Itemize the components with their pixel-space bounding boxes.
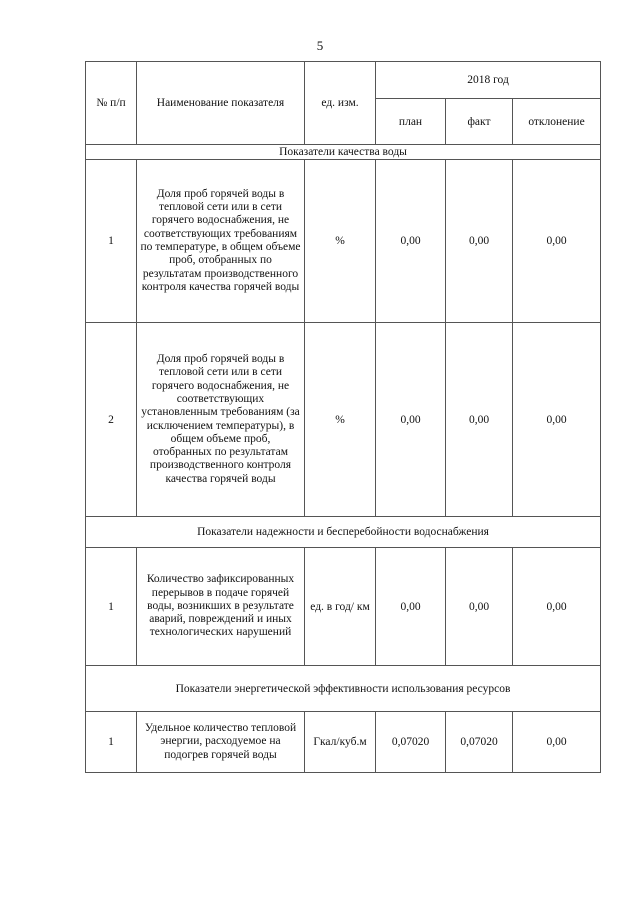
- table-row: [86, 160, 601, 323]
- row-num: 1: [86, 548, 137, 666]
- row-unit: ед. в год/ км: [305, 548, 376, 666]
- header-plan: план: [376, 99, 446, 145]
- header-unit: ед. изм.: [305, 62, 376, 145]
- row-unit: %: [305, 323, 376, 517]
- page-number: 5: [316, 38, 324, 53]
- row-num: 1: [86, 712, 137, 773]
- section-row: [86, 517, 601, 548]
- row-plan: 0,00: [376, 323, 446, 517]
- row-plan: 0,00: [376, 160, 446, 323]
- table-row: [86, 323, 601, 517]
- row-name: Удельное количество тепловой энергии, расходуемое на подогрев горячей воды: [137, 712, 305, 773]
- row-plan: 0,07020: [376, 712, 446, 773]
- row-num: 2: [86, 323, 137, 517]
- header-fact: факт: [446, 99, 513, 145]
- section-row: [86, 145, 601, 160]
- row-fact: 0,00: [446, 323, 513, 517]
- section-title: Показатели надежности и бесперебойности водоснабжения: [86, 517, 601, 548]
- row-fact: 0,00: [446, 548, 513, 666]
- row-unit: %: [305, 160, 376, 323]
- row-name: Доля проб горячей воды в тепловой сети или в сети горячего водоснабжения, не соответствующих установленным требованиям (за исключением температуры), в общем объеме проб, отобранных по результатам производственного контроля качества горячей воды: [137, 323, 305, 517]
- section-row: [86, 666, 601, 712]
- row-num: 1: [86, 160, 137, 323]
- row-name: Доля проб горячей воды в тепловой сети или в сети горячего водоснабжения, не соответствующих требованиям по температуре, в общем объеме проб, отобранных по результатам производственного контроля качества горячей воды: [137, 160, 305, 323]
- header-deviation: отклонение: [513, 99, 601, 145]
- row-unit: Гкал/куб.м: [305, 712, 376, 773]
- row-fact: 0,07020: [446, 712, 513, 773]
- table-row: [86, 548, 601, 666]
- header-name: Наименование показателя: [137, 62, 305, 145]
- row-deviation: 0,00: [513, 160, 601, 323]
- section-title: Показатели энергетической эффективности использования ресурсов: [86, 666, 601, 712]
- section-title: Показатели качества воды: [86, 145, 601, 160]
- indicators-table: [85, 61, 601, 773]
- row-plan: 0,00: [376, 548, 446, 666]
- header-num: № п/п: [86, 62, 137, 145]
- row-name: Количество зафиксированных перерывов в подаче горячей воды, возникших в результате аварий, повреждений и иных технологических нарушений: [137, 548, 305, 666]
- row-fact: 0,00: [446, 160, 513, 323]
- row-deviation: 0,00: [513, 548, 601, 666]
- header-year: 2018 год: [376, 62, 601, 99]
- header-row-top: [86, 62, 601, 99]
- row-deviation: 0,00: [513, 712, 601, 773]
- row-deviation: 0,00: [513, 323, 601, 517]
- table-row: [86, 712, 601, 773]
